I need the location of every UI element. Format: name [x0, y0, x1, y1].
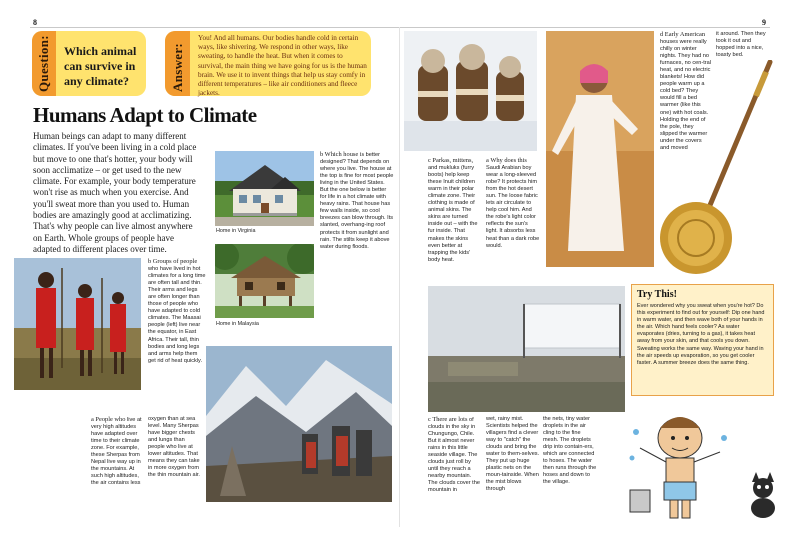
- sherpa-lead: a People who: [91, 416, 126, 423]
- warmer-text-col1: [660, 31, 711, 152]
- maasai-text: [148, 258, 206, 365]
- try-this-title: Try This!: [637, 289, 677, 300]
- try-this-box: [631, 284, 774, 396]
- stilt-house-photo: [215, 244, 314, 318]
- sherpa-text-col1: [91, 416, 145, 487]
- saudi-lead: a Why does this: [486, 157, 527, 164]
- warmer-lead: d Early American: [660, 31, 706, 38]
- warmer-text-col2: it around. Then they took it out and hopped into a nice, toasty bed.: [716, 31, 766, 59]
- warmer-body-1: houses were really chilly on winter nights. They had no furnaces, no cen-tral heat, and no electric blankets! How did people warm up a cold bed? They would fill a bed warmer (like this one) with hot coals. Holding the end of the pole, they slipped the warmer under the covers and moved: [660, 39, 711, 151]
- try-this-text: Ever wondered why you sweat when you're hot? Do this experiment to find out for yourself: Dip one hand in warm water, and then wave both of your hands in the air. Which hand feels cooler? As water evaporates (dries, turning to a gas), it takes heat away from your skin, and that cools you down. Sweating works the same way. Waving your hand in the air speeds up evaporation, so you get cooler faster. A summer breeze does the same thing.: [637, 303, 765, 366]
- sherpa-text-col2: oxygen than at sea level. Many Sherpas have bigger chests and lungs than people who live at lower altitudes. That means they can take in more oxygen from the thin mountain air.: [148, 416, 200, 479]
- page-gutter: [399, 27, 400, 527]
- inuit-photo: [404, 31, 537, 151]
- maasai-body: who have lived in hot climates for a long time are often tall and thin. Their arms and legs are often longer than those of people who have adapted to cold climates. The Maasai people (left) live near the equator, in East Africa. Their tall, thin bodies and long legs and arms help them get rid of heat quickly.: [148, 266, 206, 364]
- top-rule: [30, 27, 770, 28]
- page-number-left: 8: [33, 18, 37, 27]
- page-number-right: 9: [762, 18, 766, 27]
- chile-text-col1: [428, 416, 482, 495]
- chile-body-1: of clouds in the sky in Chungungo, Chile. But it almost never rains in this little seaside village. The clouds just roll by until they reach a nearby mountain. The clouds cover the mountain in: [428, 417, 480, 494]
- inuit-text: [428, 157, 480, 264]
- desert-boy-photo: [546, 31, 654, 267]
- maasai-lead: b Groups of people: [148, 258, 198, 265]
- house-body: better designed? That depends on where you live. The house at the top is fine for most people living in the United States. But the one below is better for life in a hot climate with heavy rains. That house has few walls inside, so cool breezes can blow through. Its slanted, overhang-ing roof protects it from sunlight and rain. The stilts keep it above water during floods.: [320, 152, 394, 250]
- virginia-caption: Home in Virginia: [216, 228, 256, 234]
- chile-text-col3: the nets, tiny water droplets in the air cling to the fine mesh. The droplets drip into contain-ers, which are connected to hoses. The water then runs through the hoses and down to the village.: [543, 416, 597, 486]
- question-text: Which animal can survive in any climate?: [64, 44, 137, 88]
- malaysia-caption: Home in Malaysia: [216, 321, 259, 327]
- maasai-photo: [14, 258, 141, 390]
- inuit-lead: c Parkas, mittens,: [428, 157, 474, 164]
- answer-text: You! And all humans. Our bodies handle cold in certain ways, like shivering. We respond in other ways, like sweating, to handle the heat. But when it comes to survival, the main thing we have going for us is the human brain. We use it to invent things that help us stay comfy in different temperatures – like air conditioners and fleece jackets.: [198, 34, 367, 98]
- house-lead: b Which house is: [320, 151, 365, 158]
- fog-net-photo: [428, 286, 625, 412]
- intro-paragraph: Human beings can adapt to many different climates. If you've been living in a cold place but move to one that's hotter, your body will soon acclimatize – or get used to the new climate. For example, your body temperature won't rise as much when you exercise. And you'll sweat more than you used to. Human bodies are amazingly good at acclimatizing. That's why people can live almost anywhere on Earth. Whole groups of people have adapted to different places over time.: [33, 131, 197, 254]
- chile-text-col2: wet, rainy mist. Scientists helped the villagers find a clever way to "catch" the clouds and bring the water to them-selves. They put up huge plastic nets on the moun-tainside. When the mist blows through: [486, 416, 540, 493]
- saudi-body: Saudi Arabian boy wear a long-sleeved robe? It protects him from the hot desert sun. The loose fabric lets air circulate to help cool him. And the robe's light color reflects the sun's light. It absorbs less heat than a dark robe would.: [486, 165, 540, 249]
- question-label: Question:: [36, 35, 51, 92]
- saudi-text: [486, 157, 540, 250]
- house-text: [320, 151, 394, 251]
- sherpa-body-1: live at very high altitudes have adapted over time to their climate zone. For example, these Sherpas from Nepal live way up in the mountains. At such high altitudes, the air contains less: [91, 417, 142, 487]
- chile-lead: c There are lots: [428, 416, 468, 423]
- cartoon-cat: [744, 470, 784, 520]
- page-title: Humans Adapt to Climate: [33, 103, 257, 127]
- house-photo: [215, 151, 314, 226]
- mountain-photo: [206, 346, 392, 502]
- answer-label: Answer:: [170, 42, 185, 92]
- inuit-body: and mukluks (furry boots) help keep these Inuit children warm in their polar climate zone. Their clothing is made of animal skins. The skins are turned inside out – with the fur inside. That makes the skins even better at trapping the kids' body heat.: [428, 165, 478, 263]
